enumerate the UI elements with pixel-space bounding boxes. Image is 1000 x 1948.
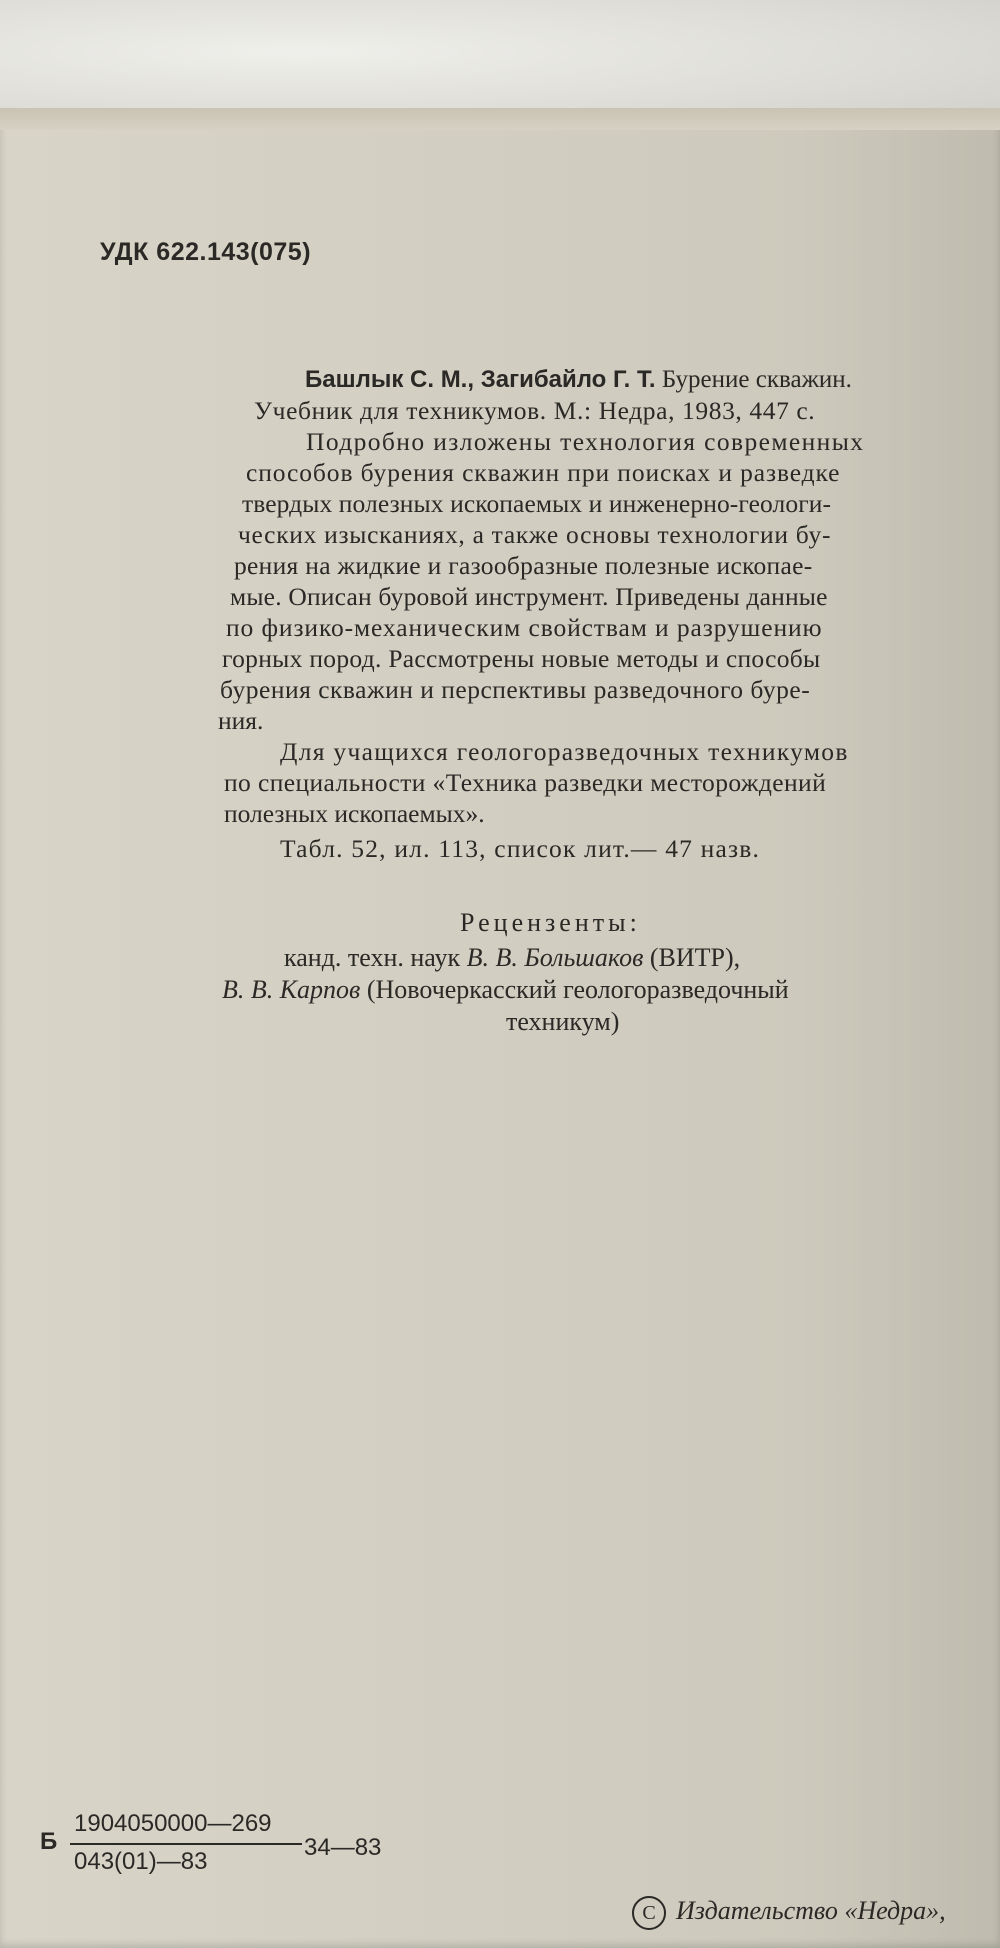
fraction-rule	[70, 1843, 302, 1845]
copyright	[632, 1896, 946, 1930]
reviewer-2-cont: техникум)	[506, 1007, 620, 1036]
abstract-line-12: ния.	[218, 706, 264, 735]
abstract-line-15: полезных ископаемых».	[224, 799, 485, 828]
abstract-line-3: Подробно изложены технология современных	[306, 427, 865, 456]
reviewers-title: Рецензенты:	[460, 908, 641, 937]
bbk-denominator: 043(01)—83	[74, 1848, 208, 1875]
abstract-line-16: Табл. 52, ил. 113, список лит.— 47 назв.	[280, 834, 761, 863]
udk-code: УДК 622.143(075)	[100, 238, 312, 266]
abstract-line-2: Учебник для техникумов. М.: Недра, 1983, 447 с.	[254, 396, 816, 425]
abstract-line-7: рения на жидкие и газообразные полезные ископае-	[234, 551, 813, 580]
copyright-icon: C	[632, 1896, 666, 1930]
abstract-line-13: Для учащихся геологоразведочных техникумов	[280, 737, 849, 766]
abstract-line-5: твердых полезных ископаемых и инженерно-геологи-	[242, 489, 832, 518]
abstract	[218, 364, 952, 864]
abstract-line-1: Башлык С. М., Загибайло Г. Т. Бурение скважин.	[305, 366, 852, 393]
publisher: Издательство «Недра»,	[676, 1896, 946, 1925]
abstract-line-8: мые. Описан буровой инструмент. Приведены данные	[230, 582, 828, 611]
abstract-line-10: горных пород. Рассмотрены новые методы и способы	[222, 644, 821, 673]
reviewer-1-name: В. В. Большаков	[466, 943, 644, 972]
abstract-line-11: бурения скважин и перспективы разведочного буре-	[220, 675, 811, 704]
authors: Башлык С. М., Загибайло Г. Т.	[305, 366, 656, 393]
bbk-letter: Б	[40, 1828, 58, 1855]
reviewer-1: канд. техн. наук В. В. Большаков (ВИТР),	[284, 943, 741, 972]
page-edge	[0, 108, 1000, 130]
abstract-line-9: по физико-механическим свойствам и разрушению	[226, 613, 823, 642]
bbk-numerator: 1904050000—269	[74, 1810, 272, 1837]
abstract-line-4: способов бурения скважин при поисках и разведке	[246, 458, 841, 487]
reviewer-2-name: В. В. Карпов	[222, 975, 361, 1004]
abstract-line-6: ческих изысканиях, а также основы технологии бу-	[238, 520, 832, 549]
reviewers-list	[222, 942, 962, 1038]
reviewer-2: В. В. Карпов (Новочеркасский геологоразведочный	[222, 975, 789, 1004]
bbk-tail: 34—83	[304, 1834, 382, 1861]
abstract-line-14: по специальности «Техника разведки месторождений	[224, 768, 827, 797]
